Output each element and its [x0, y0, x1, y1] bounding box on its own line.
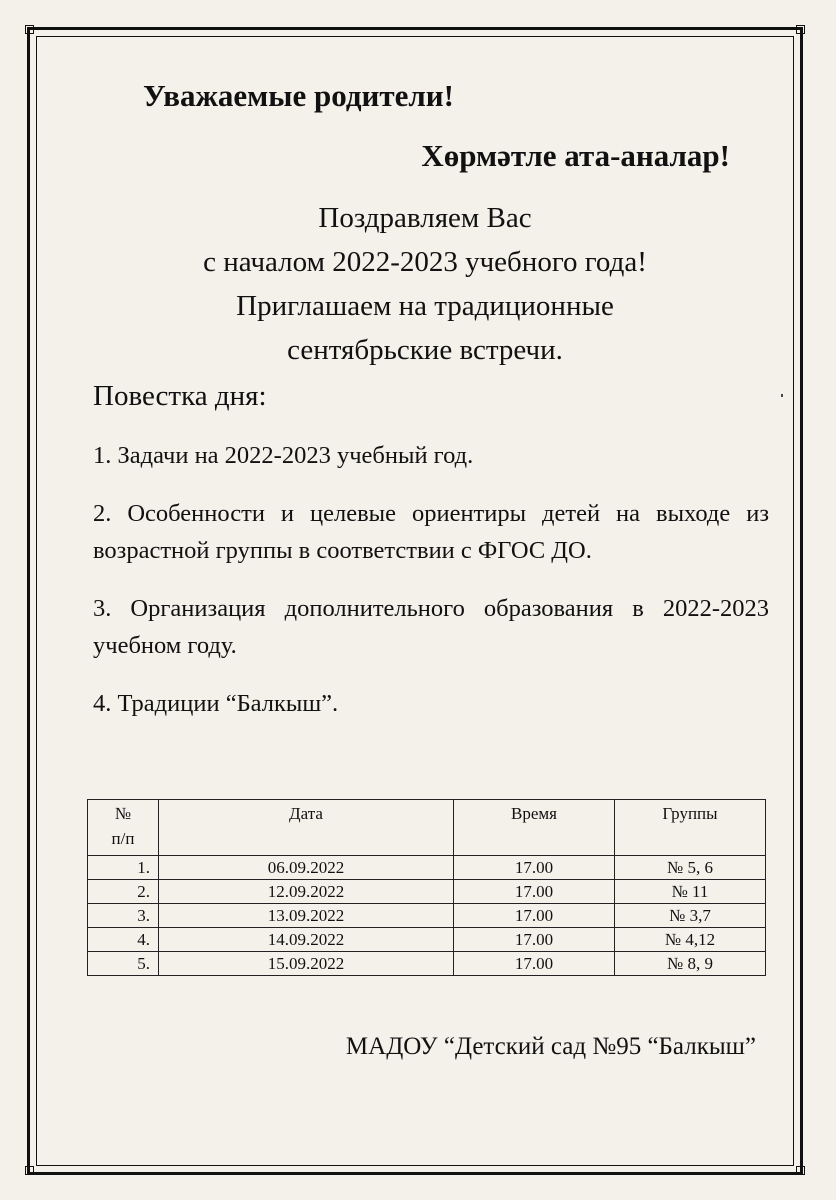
row-groups: № 11: [615, 880, 766, 904]
agenda-item: 2. Особенности и целевые ориентиры детей на выходе из возрастной группы в соответствии с ФГОС ДО.: [93, 500, 769, 564]
row-number: 4.: [88, 928, 159, 952]
row-number: 2.: [88, 880, 159, 904]
agenda-list: [93, 437, 769, 743]
corner-ornament-bottom-left: [25, 1166, 34, 1175]
congratulation-line: с началом 2022-2023 учебного года!: [203, 246, 647, 278]
agenda-item: 1. Задачи на 2022-2023 учебный год.: [93, 442, 474, 469]
row-time: 17.00: [454, 856, 615, 880]
congratulation-line: сентябрьские встречи.: [287, 334, 563, 366]
table-header-row: [88, 800, 766, 856]
schedule-table: [87, 799, 766, 976]
header-date: Дата: [159, 800, 454, 856]
row-groups: № 5, 6: [615, 856, 766, 880]
row-number: 3.: [88, 904, 159, 928]
row-time: 17.00: [454, 928, 615, 952]
table-row: [88, 856, 766, 880]
corner-ornament-bottom-right: [796, 1166, 805, 1175]
agenda-item: 3. Организация дополнительного образования в 2022-2023 учебном году.: [93, 595, 769, 659]
row-date: 15.09.2022: [159, 952, 454, 976]
paper-speck: [781, 394, 783, 397]
corner-ornament-top-right: [796, 25, 805, 34]
row-number: 1.: [88, 856, 159, 880]
header-groups: Группы: [615, 800, 766, 856]
row-date: 14.09.2022: [159, 928, 454, 952]
table-row: [88, 928, 766, 952]
agenda-title: Повестка дня:: [93, 380, 267, 412]
row-time: 17.00: [454, 904, 615, 928]
row-groups: № 8, 9: [615, 952, 766, 976]
row-date: 06.09.2022: [159, 856, 454, 880]
table-row: [88, 880, 766, 904]
header-number: № п/п: [88, 800, 159, 856]
row-time: 17.00: [454, 952, 615, 976]
row-groups: № 4,12: [615, 928, 766, 952]
header-time: Время: [454, 800, 615, 856]
table-row: [88, 904, 766, 928]
corner-ornament-top-left: [25, 25, 34, 34]
congratulation-line: Приглашаем на традиционные: [236, 290, 614, 322]
congratulation-line: Поздравляем Вас: [318, 202, 532, 234]
row-time: 17.00: [454, 880, 615, 904]
row-groups: № 3,7: [615, 904, 766, 928]
row-date: 13.09.2022: [159, 904, 454, 928]
congratulation-block: [50, 196, 800, 372]
greeting-tatar: Хөрмәтле ата-аналар!: [421, 138, 730, 173]
row-date: 12.09.2022: [159, 880, 454, 904]
agenda-item: 4. Традиции “Балкыш”.: [93, 690, 339, 717]
organization-signature: МАДОУ “Детский сад №95 “Балкыш”: [345, 1033, 756, 1060]
greeting-russian: Уважаемые родители!: [143, 78, 454, 113]
row-number: 5.: [88, 952, 159, 976]
table-row: [88, 952, 766, 976]
